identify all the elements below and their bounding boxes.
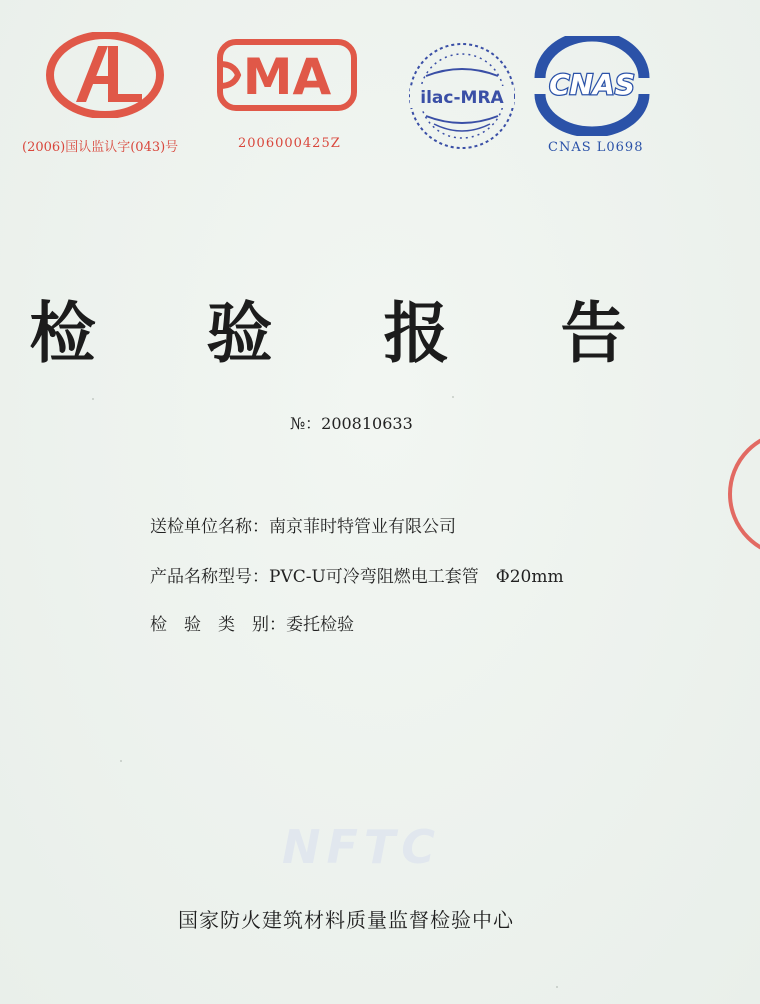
field-submitter	[150, 512, 456, 537]
document-title: 检 验 报 告	[29, 295, 671, 372]
cnas-logo	[530, 36, 654, 136]
cal-logo	[46, 32, 164, 118]
field-product	[150, 562, 564, 587]
field-label: 产品名称型号：	[150, 567, 269, 587]
report-number: №：200810633	[290, 414, 413, 433]
paper-speck	[452, 396, 454, 398]
watermark: NFTC	[282, 820, 442, 874]
cal-caption: (2006)国认监认字(043)号	[22, 140, 179, 155]
svg-text:MA: MA	[242, 48, 332, 106]
field-inspection-type	[150, 610, 354, 635]
ilac-logo-text: ilac-MRA	[420, 88, 504, 108]
paper-speck	[556, 986, 558, 988]
issuing-organization: 国家防火建筑材料质量监督检验中心	[178, 908, 514, 932]
official-seal	[728, 430, 760, 558]
paper-speck	[120, 760, 122, 762]
cma-logo	[216, 38, 358, 112]
cma-caption: 2006000425Z	[238, 136, 341, 151]
ilac-mra-logo	[406, 40, 518, 152]
cnas-logo-text: CNAS	[549, 68, 635, 101]
paper-speck	[92, 398, 94, 400]
field-label: 检 验 类 别：	[150, 615, 286, 635]
field-label: 送检单位名称：	[150, 517, 269, 537]
field-value: 南京菲时特管业有限公司	[269, 517, 456, 537]
field-value: PVC-U可冷弯阻燃电工套管 Φ20mm	[269, 567, 564, 587]
cnas-caption: CNAS L0698	[548, 140, 644, 155]
field-value: 委托检验	[286, 615, 354, 635]
